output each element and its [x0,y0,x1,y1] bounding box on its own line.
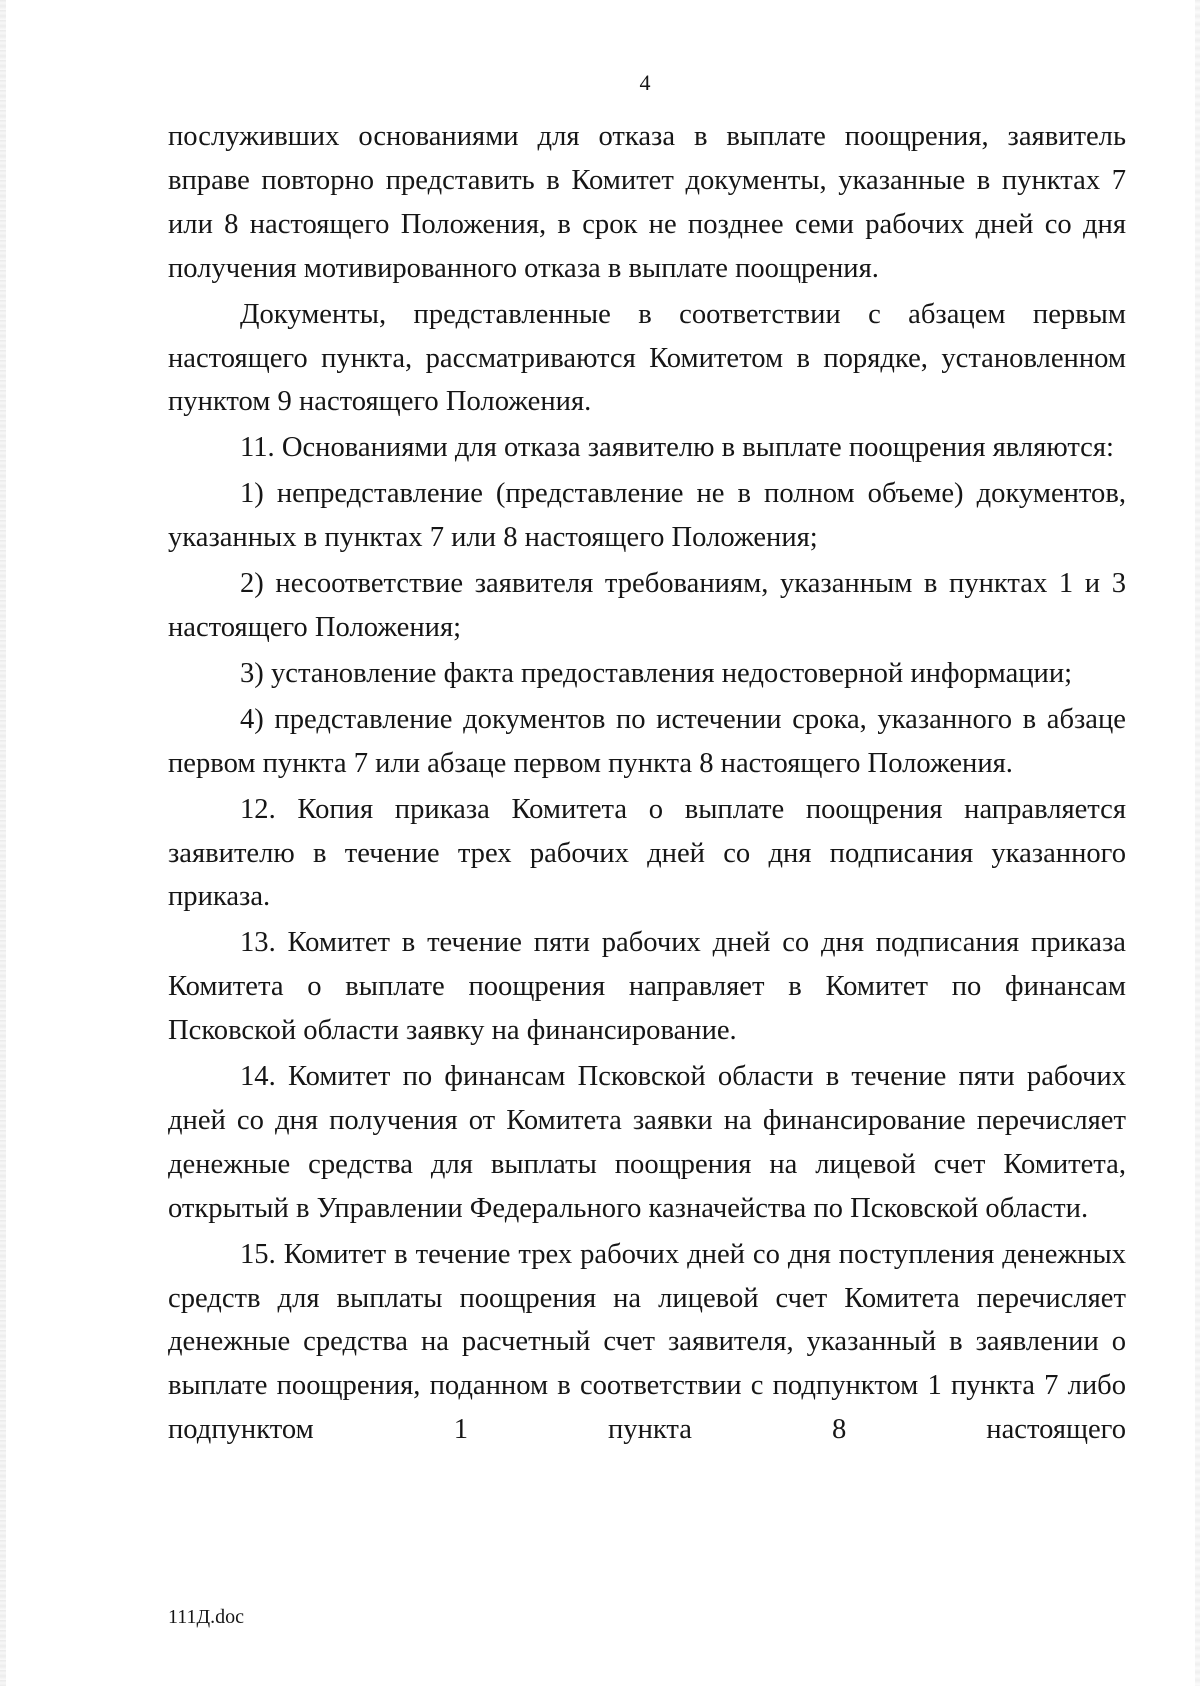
paragraph-item-14: 14. Комитет по финансам Псковской области в течение пяти рабочих дней со дня получения от Комитета заявки на финансирование перечисляет денежные средства для выплаты поощрения на лицевой счет Комитета, открытый в Управлении Федерального казначейства по Псковской области. [168,1061,1126,1224]
paragraph-subitem-1: 1) непредставление (представление не в полном объеме) документов, указанных в пунктах 7 или 8 настоящего Положения; [168,478,1126,554]
paragraph-item-13: 13. Комитет в течение пяти рабочих дней со дня подписания приказа Комитета о выплате поощрения направляет в Комитет по финансам Псковской области заявку на финансирование. [168,927,1126,1047]
paragraph-item-12: 12. Копия приказа Комитета о выплате поощрения направляется заявителю в течение трех рабочих дней со дня подписания указанного приказа. [168,793,1126,913]
scan-edge-left [0,0,6,1686]
paragraph-item-11: 11. Основаниями для отказа заявителю в выплате поощрения являются: [240,432,1114,464]
footer-filename: 111Д.doc [168,1606,245,1628]
scan-edge-right [1195,0,1200,1686]
page-number: 4 [639,70,651,95]
paragraph-subitem-4: 4) представление документов по истечении срока, указанного в абзаце первом пункта 7 или абзаце первом пункта 8 настоящего Положения. [168,703,1126,779]
document-body [168,115,1126,1452]
paragraph-item-15: 15. Комитет в течение трех рабочих дней со дня поступления денежных средств для выплаты поощрения на лицевой счет Комитета перечисляет денежные средства на расчетный счет заявителя, указанный в заявлении о выплате поощрения, поданном в соответствии с подпунктом 1 пункта 7 либо подпунктом 1 пункта 8 настоящего [168,1238,1126,1446]
paragraph-documents-review: Документы, представленные в соответствии с абзацем первым настоящего пункта, рассматриваются Комитетом в порядке, установленном пунктом 9 настоящего Положения. [168,298,1126,418]
paragraph-continuation: послуживших основаниями для отказа в выплате поощрения, заявитель вправе повторно представить в Комитет документы, указанные в пунктах 7 или 8 настоящего Положения, в срок не позднее семи рабочих дней со дня получения мотивированного отказа в выплате поощрения. [168,121,1126,284]
paragraph-subitem-3: 3) установление факта предоставления недостоверной информации; [240,657,1073,689]
paragraph-subitem-2: 2) несоответствие заявителя требованиям, указанным в пунктах 1 и 3 настоящего Положения; [168,568,1126,643]
